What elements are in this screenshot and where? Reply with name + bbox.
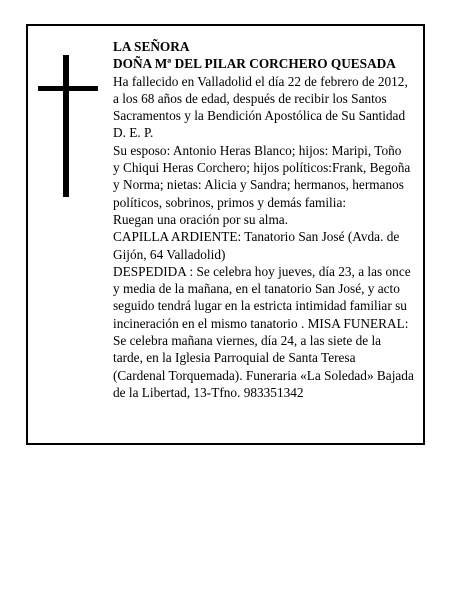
body-line: (Cardenal Torquemada). Funeraria «La Soledad» Bajada bbox=[113, 367, 414, 383]
body-line: y Chiqui Heras Corchero; hijos políticos:Frank, Begoña bbox=[113, 160, 411, 176]
latin-cross-icon bbox=[38, 55, 98, 197]
body-line: D. E. P. bbox=[113, 125, 154, 141]
body-line: incineración en el mismo tanatorio . MISA FUNERAL: bbox=[113, 315, 409, 331]
body-line: tarde, en la Iglesia Parroquial de Santa Teresa bbox=[113, 350, 356, 366]
body-line: y Norma; nietas: Alicia y Sandra; hermanos, hermanos bbox=[113, 177, 404, 193]
body-line: Ha fallecido en Valladolid el día 22 de febrero de 2012, bbox=[113, 73, 408, 89]
body-line: de la Libertad, 13-Tfno. 983351342 bbox=[113, 384, 304, 400]
obituary-text bbox=[113, 38, 425, 401]
body-line: DESPEDIDA : Se celebra hoy jueves, día 23, a las once bbox=[113, 263, 411, 279]
body-line: políticos, sobrinos, primos y demás familia: bbox=[113, 194, 347, 210]
cross-horizontal-bar bbox=[38, 86, 98, 91]
body-line: Su esposo: Antonio Heras Blanco; hijos: Maripi, Toño bbox=[113, 142, 402, 158]
body-line: seguido tendrá lugar en la estricta intimidad familiar su bbox=[113, 298, 407, 314]
body-line: y media de la mañana, en el tanatorio San José, y acto bbox=[113, 281, 400, 297]
body-line: a los 68 años de edad, después de recibir los Santos bbox=[113, 90, 387, 106]
body-line: Gijón, 64 Valladolid) bbox=[113, 246, 226, 262]
body-line: Ruegan una oración por su alma. bbox=[113, 211, 289, 227]
body-line: Sacramentos y la Bendición Apostólica de Su Santidad bbox=[113, 108, 406, 124]
notice-title-line-1: LA SEÑORA bbox=[113, 39, 190, 54]
body-line: Se celebra mañana viernes, día 24, a las siete de la bbox=[113, 333, 382, 349]
notice-title-line-2: DOÑA Mª DEL PILAR CORCHERO QUESADA bbox=[113, 56, 396, 72]
body-line: CAPILLA ARDIENTE: Tanatorio San José (Avda. de bbox=[113, 229, 400, 245]
cross-vertical-bar bbox=[63, 55, 69, 197]
